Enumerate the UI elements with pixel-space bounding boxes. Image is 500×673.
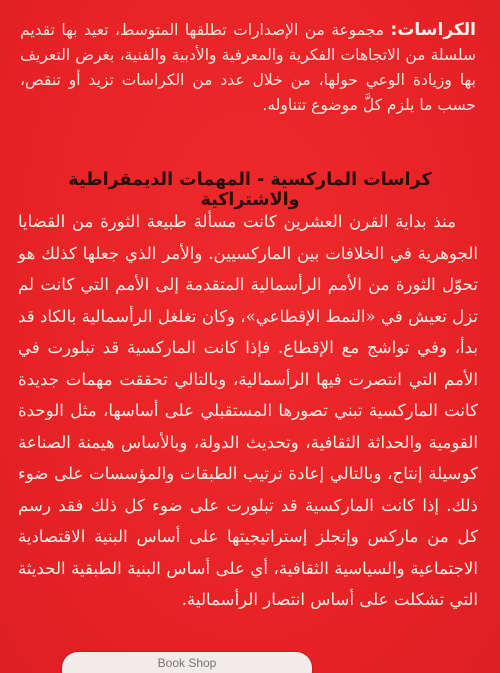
series-intro — [20, 18, 476, 118]
synopsis-text — [18, 206, 478, 616]
series-intro-text: مجموعة من الإصدارات تطلقها المتوسط، تعيد بها تقديم سلسلة من الاتجاهات الفكرية والمعرفية والأدبية والفنية، بغرض التعريف بها وزيادة الوعي حولها، من خلال عدد من الكراسات تزيد أو تنقص، حسب ما يلزم كلَّ موضوع تتناوله. — [20, 21, 476, 114]
shop-sticker: Book Shop — [62, 652, 312, 673]
synopsis-paragraph: منذ بداية القرن العشرين كانت مسألة طبيعة الثورة من القضايا الجوهرية في الخلافات بين الماركسيين. والأمر الذي جعلها كذلك هو تحوّل الثورة من الأمم الرأسمالية المتقدمة إلى الأمم التي كانت لم تزل تعيش في «النمط الإقطاعي»، وكان تغلغل الرأسمالية بالكاد قد بدأ، وفي تواشج مع الإقطاع. فإذا كانت الماركسية قد تبلورت في الأمم التي انتصرت فيها الرأسمالية، وبالتالي تحققت مهمات جديدة كانت الماركسية تبني تصورها المستقبلي على أساسها، مثل الوحدة القومية والحداثة الثقافية، وتحديث الدولة، وبالأساس هيمنة الصناعة كوسيلة إنتاج، وبالتالي إعادة ترتيب الطبقات والمؤسسات على ضوء ذلك. إذا كانت الماركسية قد تبلورت على ضوء كل ذلك فقد رسم كل من ماركس وإنجلز إستراتيجيتها على أساس البنية الاقتصادية الاجتماعية والسياسية الثقافية، أي على أساس البنية الطبقية الحديثة التي تشكلت على أساس انتصار الرأسمالية. — [18, 212, 478, 609]
book-title-heading: كراسات الماركسية - المهمات الديمقراطية والاشتراكية — [68, 170, 432, 210]
series-intro-lead: الكراسات: — [390, 20, 476, 40]
